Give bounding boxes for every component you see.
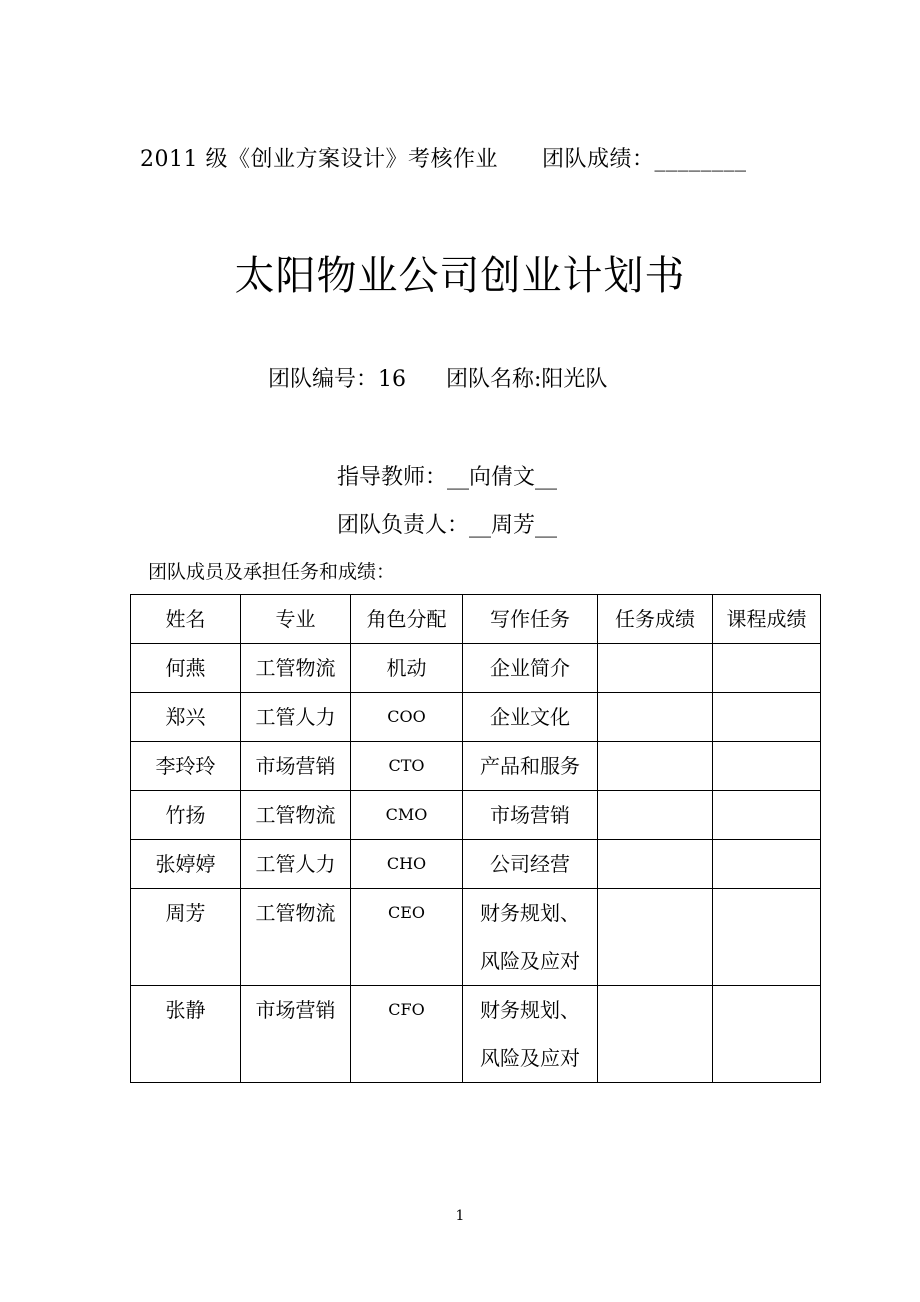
member-role: CEO <box>351 889 463 986</box>
member-name: 郑兴 <box>131 693 241 742</box>
member-task <box>463 840 598 889</box>
column-header: 姓名 <box>131 595 241 644</box>
task-line: 风险及应对 <box>480 1046 580 1070</box>
course-score-cell <box>713 742 821 791</box>
member-task <box>463 693 598 742</box>
members-table <box>130 594 821 1083</box>
header-line <box>140 142 747 173</box>
member-name: 张静 <box>131 986 241 1083</box>
team-number: 团队编号：16 <box>268 367 406 392</box>
member-task <box>463 644 598 693</box>
course-assignment-label: 2011 级《创业方案设计》考核作业 <box>140 147 498 172</box>
task-line: 风险及应对 <box>480 949 580 973</box>
table-row <box>131 693 821 742</box>
table-row <box>131 791 821 840</box>
table-header-row <box>131 595 821 644</box>
team-grade-label: 团队成绩：________ <box>541 147 747 172</box>
task-score-cell <box>598 889 713 986</box>
member-name: 竹扬 <box>131 791 241 840</box>
column-header: 角色分配 <box>351 595 463 644</box>
task-score-cell <box>598 791 713 840</box>
column-header: 专业 <box>241 595 351 644</box>
task-score-cell <box>598 693 713 742</box>
advisor-line: 指导教师：__向倩文__ <box>337 465 558 490</box>
task-line: 市场营销 <box>490 803 570 827</box>
column-header: 课程成绩 <box>713 595 821 644</box>
task-score-cell <box>598 986 713 1083</box>
course-score-cell <box>713 840 821 889</box>
task-score-cell <box>598 840 713 889</box>
task-score-cell <box>598 742 713 791</box>
course-score-cell <box>713 986 821 1083</box>
table-row <box>131 644 821 693</box>
page-number: 1 <box>455 1208 465 1224</box>
member-name: 李玲玲 <box>131 742 241 791</box>
member-name: 何燕 <box>131 644 241 693</box>
table-row <box>131 889 821 986</box>
member-role: CFO <box>351 986 463 1083</box>
course-score-cell <box>713 791 821 840</box>
member-major: 工管物流 <box>241 791 351 840</box>
member-role: CTO <box>351 742 463 791</box>
member-major: 市场营销 <box>241 742 351 791</box>
member-name: 张婷婷 <box>131 840 241 889</box>
table-row <box>131 742 821 791</box>
member-task <box>463 986 598 1083</box>
member-role: COO <box>351 693 463 742</box>
course-score-cell <box>713 889 821 986</box>
task-line: 企业简介 <box>490 656 570 680</box>
task-line: 财务规划、 <box>480 998 580 1022</box>
member-name: 周芳 <box>131 889 241 986</box>
members-caption: 团队成员及承担任务和成绩： <box>148 561 396 583</box>
course-score-cell <box>713 693 821 742</box>
team-info-line <box>268 362 607 393</box>
member-task <box>463 791 598 840</box>
table-row <box>131 986 821 1083</box>
member-task <box>463 889 598 986</box>
member-major: 工管物流 <box>241 889 351 986</box>
member-task <box>463 742 598 791</box>
member-role: CHO <box>351 840 463 889</box>
member-role: 机动 <box>351 644 463 693</box>
member-major: 工管人力 <box>241 840 351 889</box>
task-score-cell <box>598 644 713 693</box>
task-line: 企业文化 <box>490 705 570 729</box>
member-major: 市场营销 <box>241 986 351 1083</box>
task-line: 产品和服务 <box>480 754 580 778</box>
member-major: 工管物流 <box>241 644 351 693</box>
column-header: 写作任务 <box>463 595 598 644</box>
task-line: 公司经营 <box>490 852 570 876</box>
member-role: CMO <box>351 791 463 840</box>
table-row <box>131 840 821 889</box>
team-leader-line: 团队负责人：__周芳__ <box>337 513 558 538</box>
team-name: 团队名称:阳光队 <box>446 367 608 392</box>
task-line: 财务规划、 <box>480 901 580 925</box>
column-header: 任务成绩 <box>598 595 713 644</box>
course-score-cell <box>713 644 821 693</box>
document-title: 太阳物业公司创业计划书 <box>234 253 686 299</box>
member-major: 工管人力 <box>241 693 351 742</box>
